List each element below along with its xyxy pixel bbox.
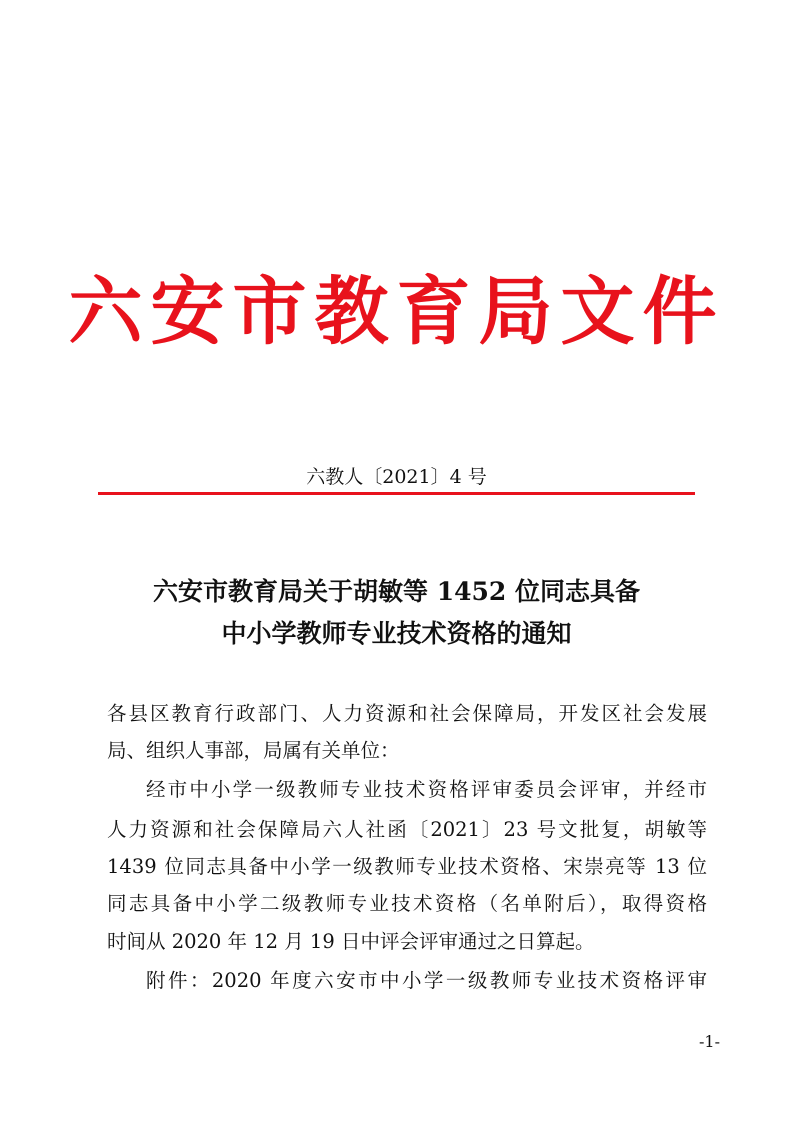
paragraph-line-5: 时间从 2020 年 12 月 19 日中评会评审通过之日算起。: [107, 930, 595, 953]
paragraph-line-4: 同志具备中小学二级教师专业技术资格（名单附后），取得资格: [107, 892, 707, 915]
addressee-line-2: 局、组织人事部，局属有关单位：: [107, 739, 400, 762]
paragraph-line-2: 人力资源和社会保障局六人社函〔2021〕23 号文批复，胡敏等: [107, 818, 707, 841]
paragraph-line-1: 经市中小学一级教师专业技术资格评审委员会评审，并经市: [146, 778, 707, 801]
document-title-line-1: 六安市教育局关于胡敏等 1452 位同志具备: [153, 577, 640, 606]
document-number: 六教人〔2021〕4 号: [306, 466, 487, 488]
document-title-line-2: 中小学教师专业技术资格的通知: [221, 619, 572, 648]
attachment-line-1: 附件：2020 年度六安市中小学一级教师专业技术资格评审: [146, 969, 707, 992]
paragraph-line-3: 1439 位同志具备中小学一级教师专业技术资格、宋崇亮等 13 位: [107, 855, 707, 878]
document-masthead: 六安市教育局文件: [68, 269, 725, 355]
page-number: -1-: [699, 1032, 720, 1051]
red-divider-line: [98, 492, 695, 495]
addressee-line-1: 各县区教育行政部门、人力资源和社会保障局，开发区社会发展: [107, 702, 707, 725]
